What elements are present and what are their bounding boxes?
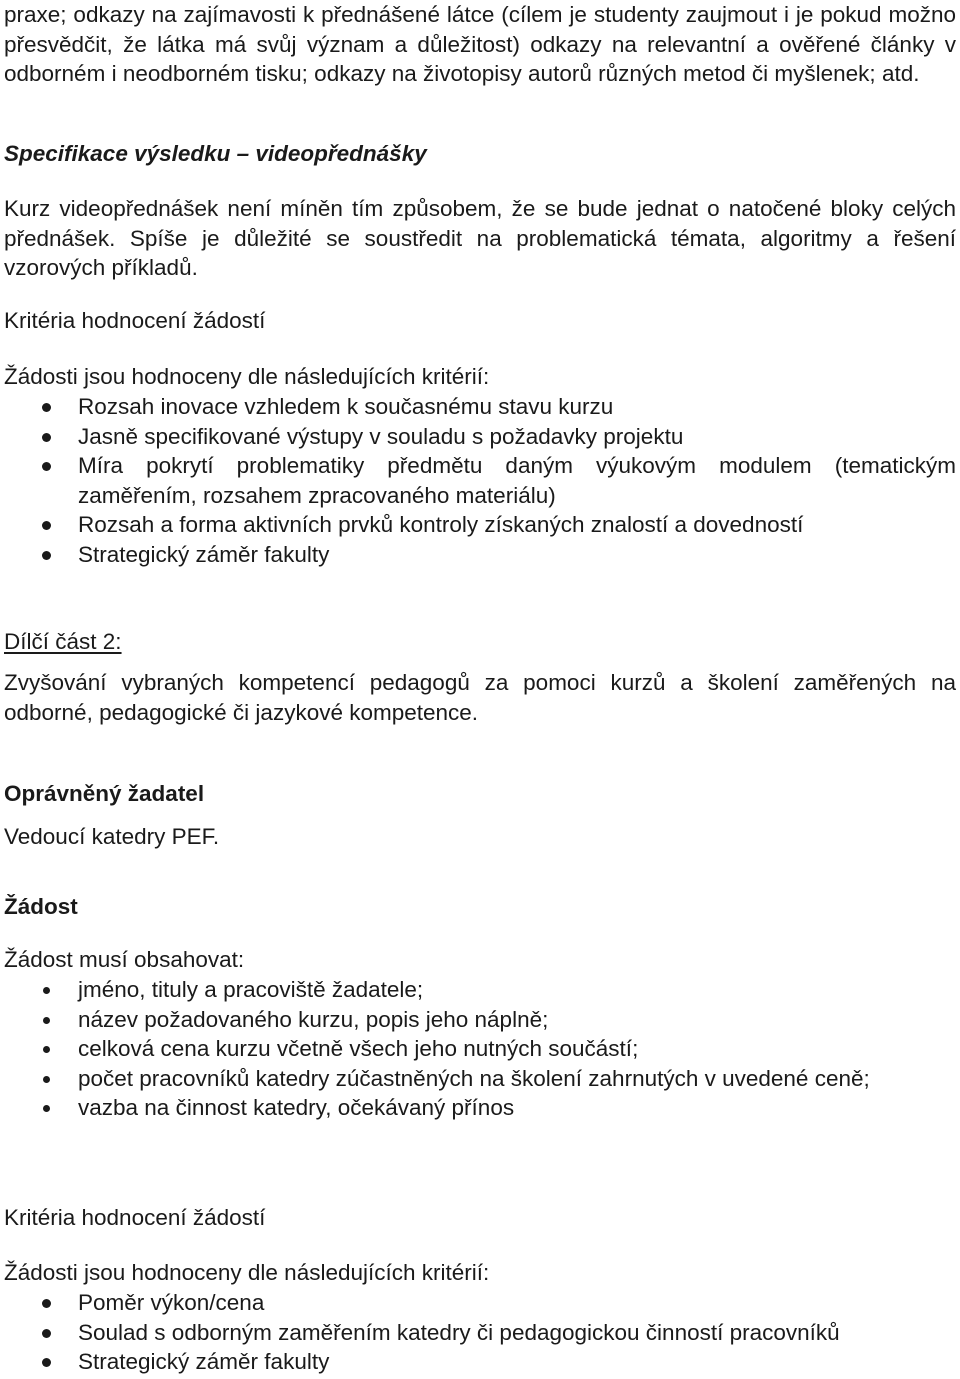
criteria1-list	[4, 392, 956, 569]
applicant-heading: Oprávněný žadatel	[4, 781, 205, 806]
spec-paragraph-part-1: Kurz videopřednášek není míněn tím způsobem, že se bude jednat o natočené bloky celých přednášek.	[4, 196, 956, 251]
list-item: Rozsah inovace vzhledem k současnému stavu kurzu	[4, 392, 956, 422]
list-item: název požadovaného kurzu, popis jeho náplně;	[4, 1005, 956, 1035]
list-item: jméno, tituly a pracoviště žadatele;	[4, 975, 956, 1005]
list-item: počet pracovníků katedry zúčastněných na školení zahrnutých v uvedené ceně;	[4, 1064, 956, 1094]
list-item: Poměr výkon/cena	[4, 1288, 956, 1318]
request-list	[4, 975, 956, 1123]
list-item: Strategický záměr fakulty	[4, 1347, 956, 1377]
list-item: Jasně specifikované výstupy v souladu s požadavky projektu	[4, 422, 956, 452]
list-item: vazba na činnost katedry, očekávaný přínos	[4, 1093, 956, 1123]
spec-paragraph-part-2: Spíše je důležité se soustředit na problematická témata, algoritmy a řešení vzorových příkladů.	[4, 225, 956, 280]
spec-heading: Specifikace výsledku – videopřednášky	[4, 141, 427, 166]
applicant-text: Vedoucí katedry PEF.	[4, 824, 220, 849]
list-item: Soulad s odborným zaměřením katedry či pedagogickou činností pracovníků	[4, 1318, 956, 1348]
criteria1-heading: Kritéria hodnocení žádostí	[4, 308, 266, 333]
spec-paragraph	[4, 194, 956, 283]
list-item: celková cena kurzu včetně všech jeho nutných součástí;	[4, 1034, 956, 1064]
request-heading: Žádost	[4, 894, 78, 919]
criteria2-heading: Kritéria hodnocení žádostí	[4, 1205, 266, 1230]
list-item: Strategický záměr fakulty	[4, 540, 956, 570]
part2-heading: Dílčí část 2:	[4, 629, 122, 654]
list-item: Míra pokrytí problematiky předmětu daným výukovým modulem (tematickým zaměřením, rozsahem zpracovaného materiálu)	[4, 451, 956, 510]
criteria1-intro: Žádosti jsou hodnoceny dle následujících kritérií:	[4, 364, 490, 389]
part2-paragraph: Zvyšování vybraných kompetencí pedagogů za pomoci kurzů a školení zaměřených na odborné, pedagogické či jazykové kompetence.	[4, 670, 956, 725]
request-intro: Žádost musí obsahovat:	[4, 947, 245, 972]
criteria2-intro: Žádosti jsou hodnoceny dle následujících kritérií:	[4, 1260, 490, 1285]
criteria2-list	[4, 1288, 956, 1377]
list-item: Rozsah a forma aktivních prvků kontroly získaných znalostí a dovedností	[4, 510, 956, 540]
intro-paragraph: praxe; odkazy na zajímavosti k přednášené látce (cílem je studenty zaujmout i je pokud možno přesvědčit, že látka má svůj význam a důležitost) odkazy na relevantní a ověřené články v odborném i neodborném tisku; odkazy na životopisy autorů různých metod či myšlenek; atd.	[4, 2, 956, 86]
